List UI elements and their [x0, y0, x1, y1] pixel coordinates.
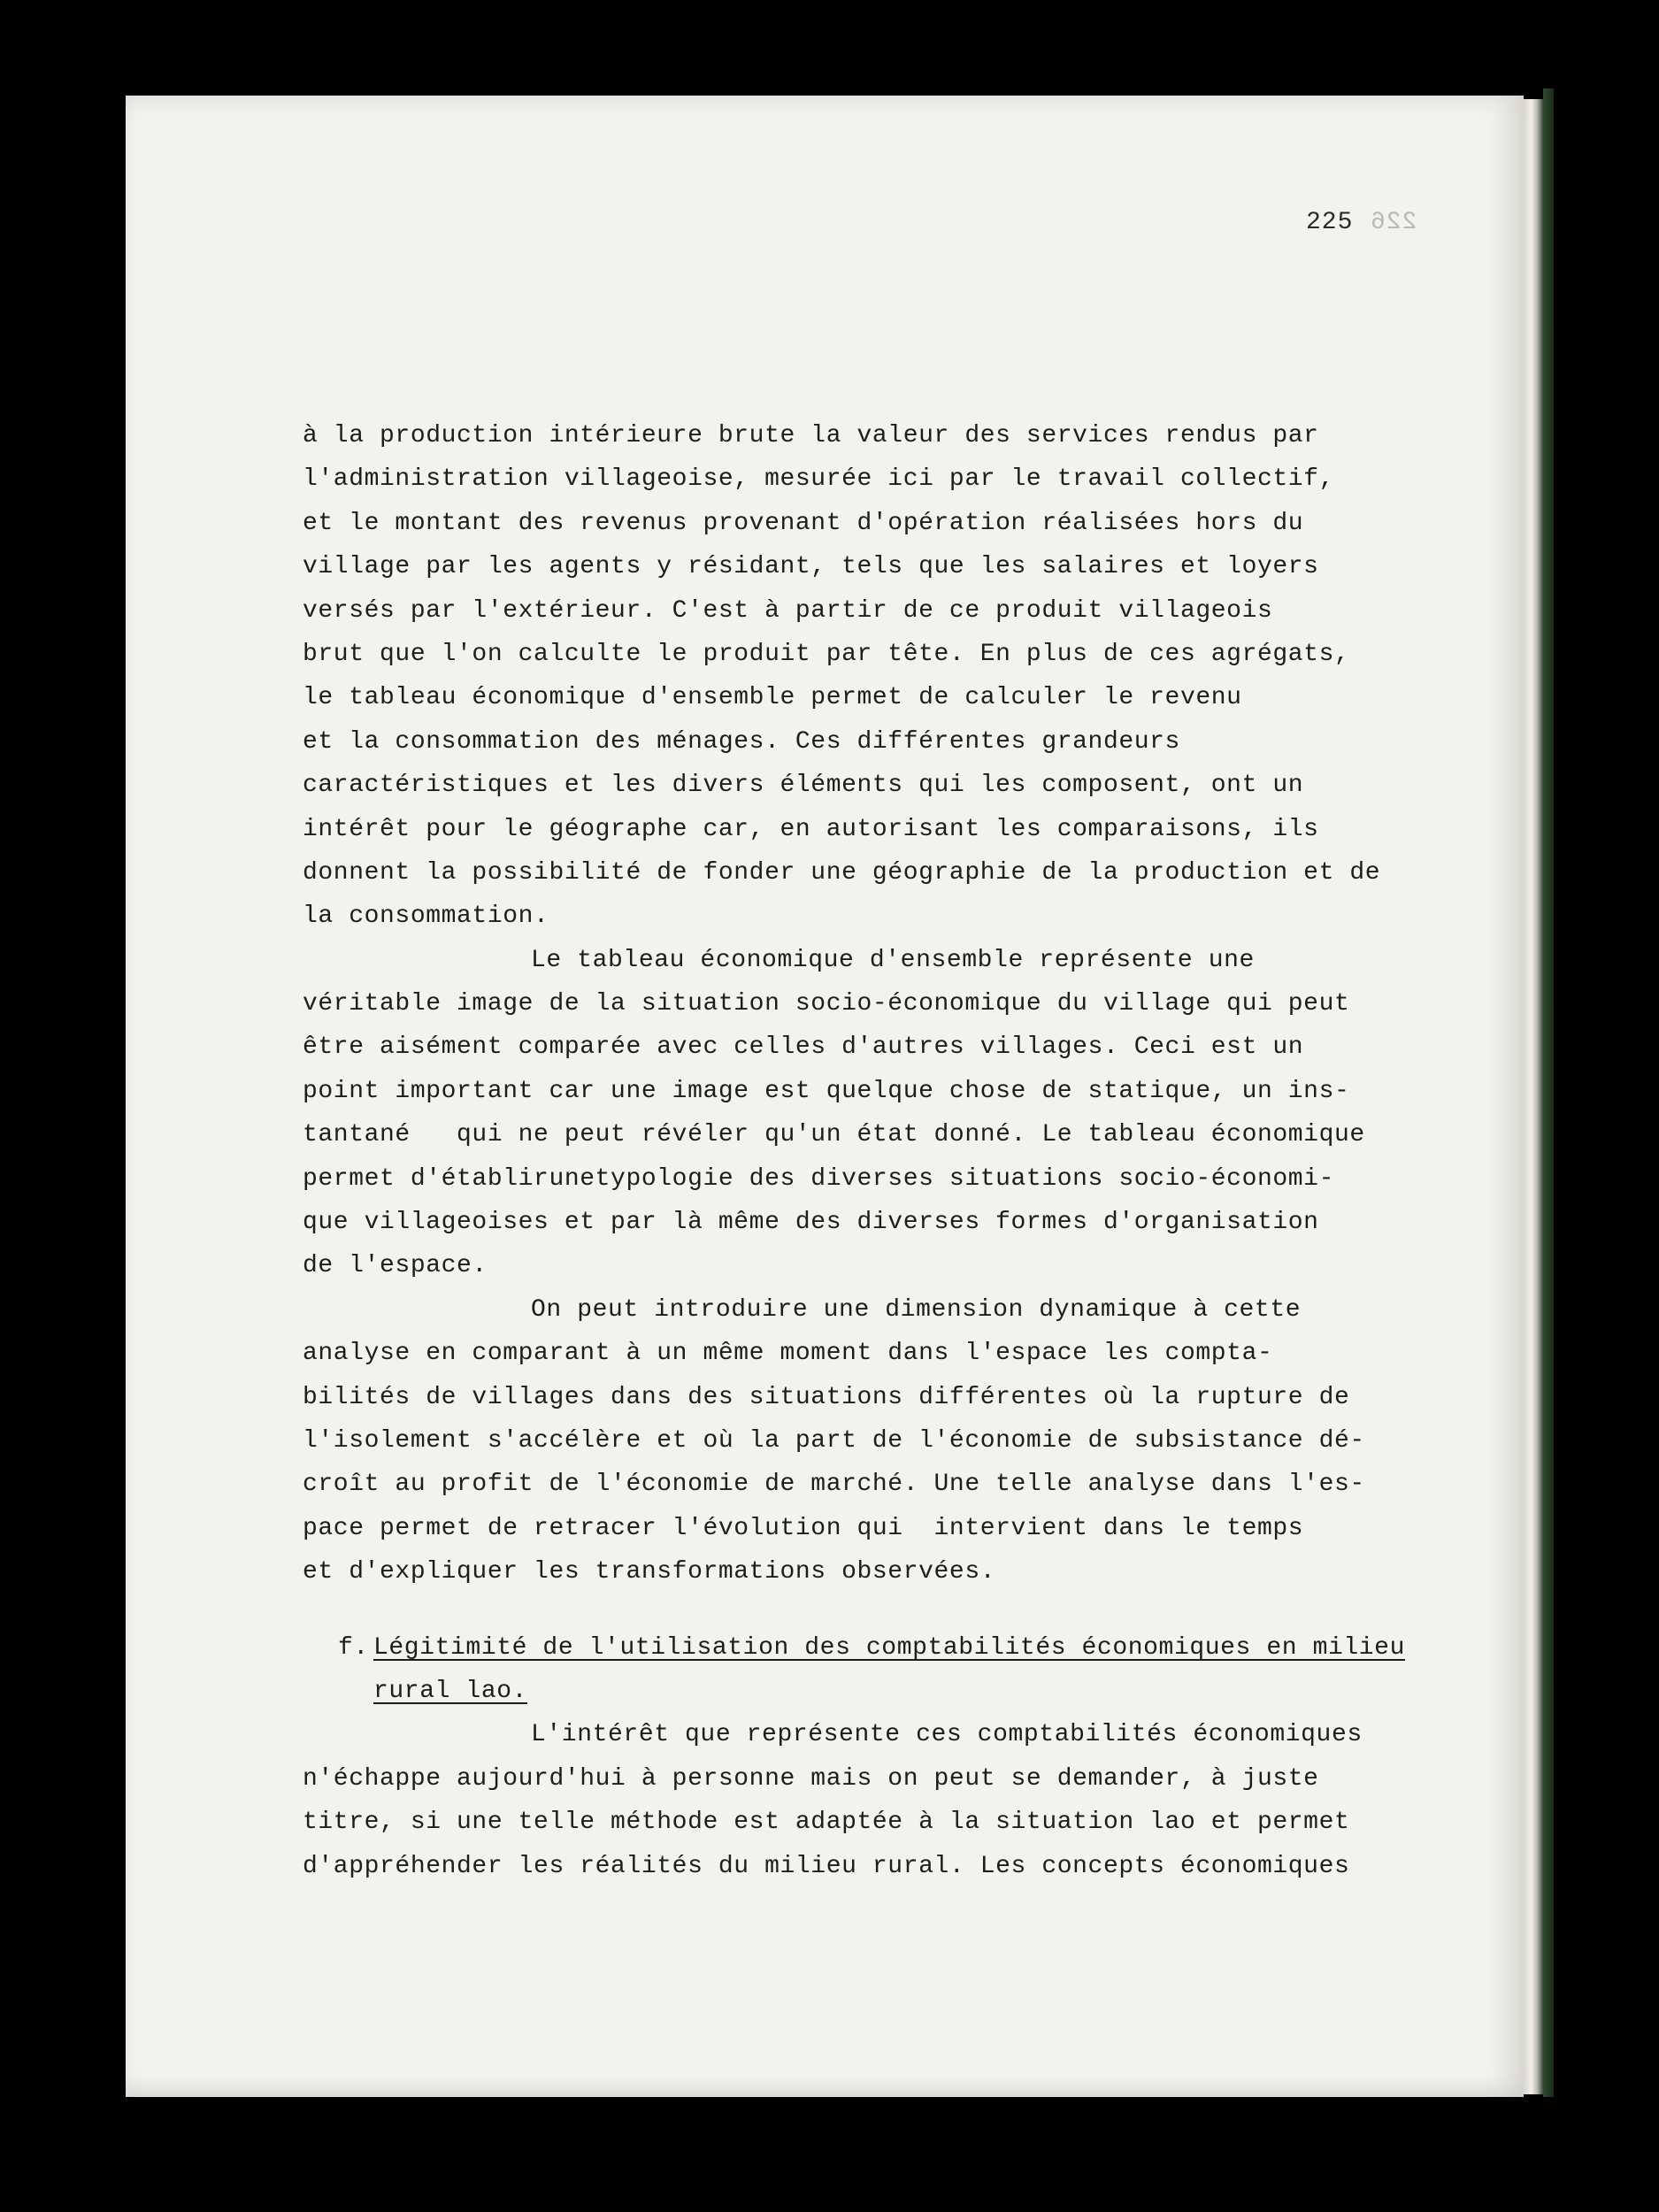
book-spine	[1543, 88, 1554, 2097]
text-line: permet d'établirunetypologie des diverses situations socio-économi-	[303, 1164, 1334, 1193]
heading-title-2: rural lao.	[373, 1677, 528, 1705]
text-line: donnent la possibilité de fonder une géographie de la production et de	[303, 858, 1381, 887]
heading-line-1	[303, 1626, 1405, 1670]
bleed-through-page-number: 226	[1370, 209, 1417, 236]
text-line: Le tableau économique d'ensemble représente une	[531, 946, 1255, 974]
text-line: être aisément comparée avec celles d'autres villages. Ceci est un	[303, 1033, 1304, 1062]
text-line: d'appréhender les réalités du milieu rural. Les concepts économiques	[303, 1852, 1350, 1880]
paragraph-3	[303, 1288, 1365, 1594]
text-line: bilités de villages dans des situations différentes où la rupture de	[303, 1383, 1350, 1411]
text-line: l'isolement s'accélère et où la part de l'économie de subsistance dé-	[303, 1426, 1365, 1455]
text-line: tantané qui ne peut révéler qu'un état donné. Le tableau économique	[303, 1121, 1365, 1149]
text-line: véritable image de la situation socio-économique du village qui peut	[303, 990, 1350, 1018]
text-line: l'administration villageoise, mesurée ici par le travail collectif,	[303, 465, 1334, 494]
heading-title-1: Légitimité de l'utilisation des comptabilités économiques en milieu	[373, 1633, 1405, 1662]
text-line: à la production intérieure brute la valeur des services rendus par	[303, 422, 1319, 449]
text-line: caractéristiques et les divers éléments qui les composent, ont un	[303, 772, 1304, 800]
section-heading	[303, 1626, 1405, 1714]
text-line: croît au profit de l'économie de marché. Une telle analyse dans l'es-	[303, 1471, 1365, 1499]
body-text	[303, 414, 1405, 1888]
text-line: On peut introduire une dimension dynamique à cette	[531, 1295, 1302, 1324]
text-line: le tableau économique d'ensemble permet de calculer le revenu	[303, 684, 1242, 712]
heading-label: f.	[338, 1633, 369, 1662]
text-line: n'échappe aujourd'hui à personne mais on peut se demander, à juste	[303, 1764, 1319, 1793]
text-line: pace permet de retracer l'évolution qui intervient dans le temps	[303, 1514, 1304, 1542]
text-line: titre, si une telle méthode est adaptée à la situation lao et permet	[303, 1809, 1350, 1837]
paragraph-4	[303, 1713, 1363, 1888]
paragraph-2	[303, 939, 1365, 1288]
heading-line-2	[303, 1670, 1347, 1713]
page-stack-edge	[1524, 99, 1543, 2094]
text-line: village par les agents y résidant, tels que les salaires et loyers	[303, 553, 1319, 581]
text-line: versés par l'extérieur. C'est à partir de ce produit villageois	[303, 596, 1273, 625]
text-line: point important car une image est quelque chose de statique, un ins-	[303, 1077, 1350, 1105]
text-line: analyse en comparant à un même moment dans l'espace les compta-	[303, 1340, 1273, 1368]
paragraph-1	[303, 414, 1381, 939]
text-line: la consommation.	[303, 902, 549, 931]
text-line: et le montant des revenus provenant d'opération réalisées hors du	[303, 509, 1304, 537]
text-line: intérêt pour le géographe car, en autorisant les comparaisons, ils	[303, 815, 1319, 843]
page-number: 225	[1306, 209, 1354, 236]
text-line: L'intérêt que représente ces comptabilités économiques	[531, 1721, 1363, 1749]
text-line: que villageoises et par là même des diverses formes d'organisation	[303, 1209, 1319, 1237]
text-line: et d'expliquer les transformations observées.	[303, 1558, 996, 1586]
text-line: et la consommation des ménages. Ces différentes grandeurs	[303, 727, 1180, 756]
text-line: brut que l'on calculte le produit par tête. En plus de ces agrégats,	[303, 640, 1350, 668]
text-line: de l'espace.	[303, 1252, 488, 1280]
